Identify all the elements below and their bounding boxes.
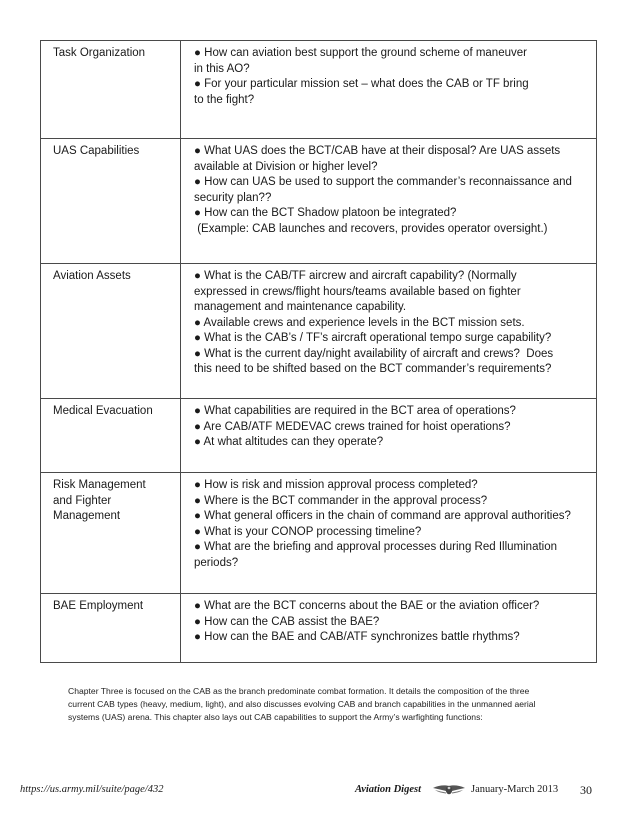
- topic-cell: Aviation Assets: [41, 264, 181, 398]
- question-line: ● At what altitudes can they operate?: [194, 436, 384, 448]
- issue-date: January-March 2013: [471, 784, 559, 795]
- question-line: management and maintenance capability.: [194, 301, 407, 313]
- questions-cell: [181, 473, 596, 593]
- question-line: ● What is the CAB’s / TF’s aircraft operational tempo surge capability?: [194, 332, 552, 344]
- table-row: [41, 41, 596, 139]
- page-number: 30: [580, 783, 592, 797]
- caption-line: Chapter Three is focused on the CAB as the branch predominate combat formation. It details the composition of the three: [68, 686, 530, 696]
- page-footer: [20, 782, 620, 802]
- table-row: [41, 399, 596, 473]
- question-line: ● Where is the BCT commander in the approval process?: [194, 494, 488, 507]
- question-line: ● How is risk and mission approval process completed?: [194, 479, 478, 491]
- question-line: ● What are the BCT concerns about the BAE or the aviation officer?: [194, 600, 540, 612]
- caption-line: systems (UAS) arena. This chapter also lays out CAB capabilities to support the Army’s warfighting functions:: [68, 712, 483, 722]
- question-line: this need to be shifted based on the BCT commander’s requirements?: [194, 363, 552, 375]
- question-line: in this AO?: [194, 62, 250, 75]
- question-line: ● What are the briefing and approval processes during Red Illumination: [194, 541, 558, 553]
- question-line: ● Are CAB/ATF MEDEVAC crews trained for hoist operations?: [194, 420, 511, 433]
- question-line: ● What is the current day/night availability of aircraft and crews? Does: [194, 347, 554, 360]
- question-table: [40, 40, 597, 663]
- chapter-caption: [68, 685, 588, 724]
- question-line: ● What UAS does the BCT/CAB have at their disposal? Are UAS assets: [194, 145, 561, 157]
- question-line: ● What is your CONOP processing timeline?: [194, 525, 422, 538]
- questions-cell: [181, 139, 596, 263]
- questions-cell: [181, 41, 596, 138]
- topic-cell: UAS Capabilities: [41, 139, 181, 263]
- topic-cell: Risk Management and Fighter Management: [41, 473, 181, 593]
- magazine-title: Aviation Digest: [355, 784, 422, 795]
- aviation-wings-icon: [432, 782, 466, 801]
- topic-cell: Medical Evacuation: [41, 399, 181, 472]
- table-row: [41, 594, 596, 662]
- topic-cell: BAE Employment: [41, 594, 181, 662]
- question-line: expressed in crews/flight hours/teams available based on fighter: [194, 285, 521, 298]
- table-row: [41, 139, 596, 264]
- question-line: available at Division or higher level?: [194, 160, 378, 173]
- question-line: ● How can the BCT Shadow platoon be integrated?: [194, 207, 457, 219]
- question-line: ● For your particular mission set – what does the CAB or TF bring: [194, 78, 529, 90]
- question-line: ● How can the BAE and CAB/ATF synchronizes battle rhythms?: [194, 631, 520, 643]
- table-row: [41, 264, 596, 399]
- question-line: ● How can UAS be used to support the commander’s reconnaissance and: [194, 176, 572, 188]
- footer-url[interactable]: https://us.army.mil/suite/page/432: [20, 784, 164, 795]
- question-line: (Example: CAB launches and recovers, provides operator oversight.): [194, 222, 548, 235]
- question-line: security plan??: [194, 191, 272, 204]
- question-line: to the fight?: [194, 93, 255, 106]
- question-line: ● What capabilities are required in the BCT area of operations?: [194, 405, 516, 417]
- caption-line: current CAB types (heavy, medium, light), and also discusses evolving CAB and branch capabilities in the unmanned aerial: [68, 699, 536, 709]
- questions-cell: [181, 399, 596, 472]
- questions-cell: [181, 264, 596, 398]
- topic-cell: Task Organization: [41, 41, 181, 138]
- table-row: [41, 473, 596, 594]
- question-line: ● How can aviation best support the ground scheme of maneuver: [194, 47, 527, 59]
- question-line: periods?: [194, 556, 239, 569]
- question-line: ● Available crews and experience levels in the BCT mission sets.: [194, 316, 525, 329]
- question-line: ● What general officers in the chain of command are approval authorities?: [194, 510, 571, 522]
- questions-cell: [181, 594, 596, 662]
- question-line: ● How can the CAB assist the BAE?: [194, 615, 380, 628]
- question-line: ● What is the CAB/TF aircrew and aircraft capability? (Normally: [194, 270, 517, 282]
